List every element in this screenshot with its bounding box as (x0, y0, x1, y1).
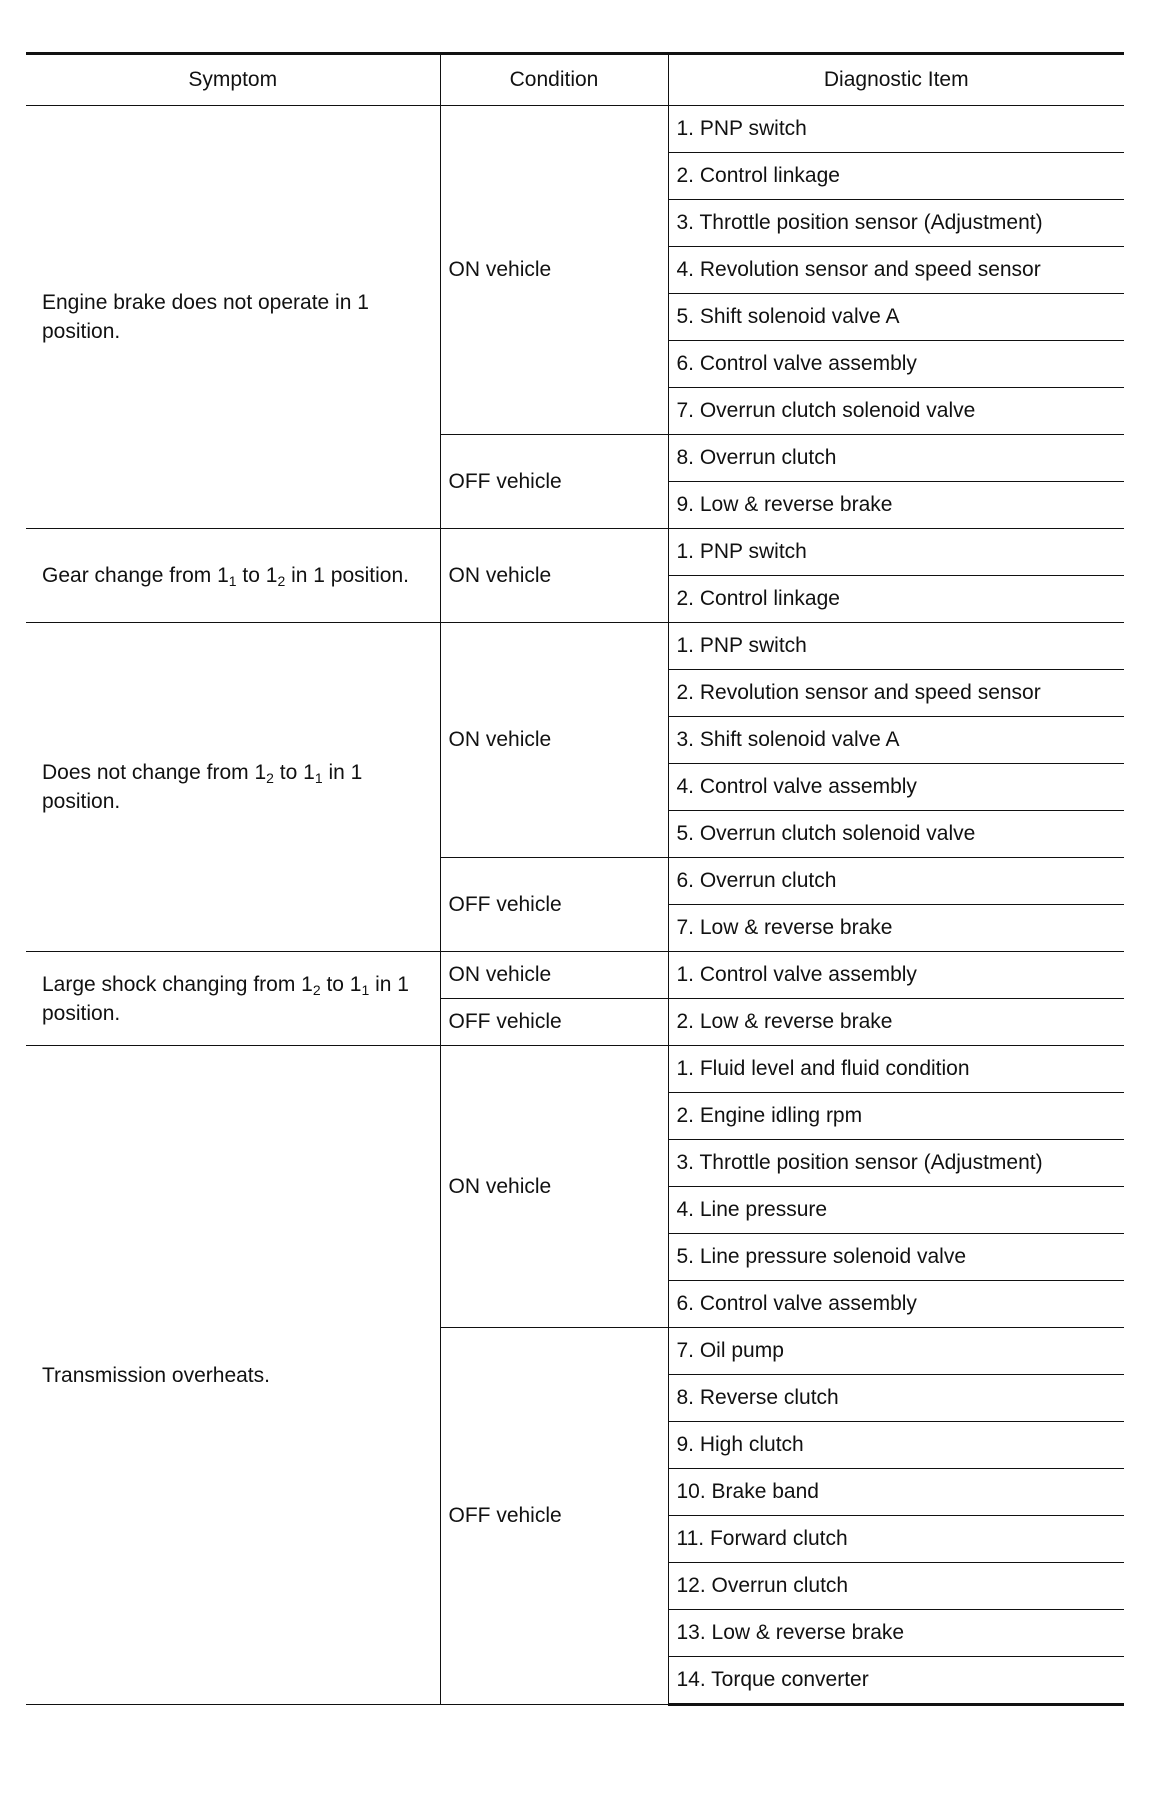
diagnostic-item: 12. Overrun clutch (668, 1563, 1124, 1610)
condition-cell: ON vehicle (440, 106, 668, 435)
condition-cell: ON vehicle (440, 1046, 668, 1328)
symptom-cell: Gear change from $1_1$ to $1_2$ in 1 position. (26, 529, 440, 623)
table-row (26, 952, 1124, 999)
condition-cell: OFF vehicle (440, 858, 668, 952)
diagnostic-item: 4. Control valve assembly (668, 764, 1124, 811)
diagnostic-item: 10. Brake band (668, 1469, 1124, 1516)
diagnostic-item: 8. Reverse clutch (668, 1375, 1124, 1422)
diagnostic-item: 1. Fluid level and fluid condition (668, 1046, 1124, 1093)
diagnostic-item: 4. Revolution sensor and speed sensor (668, 247, 1124, 294)
symptom-cell: Large shock changing from $1_2$ to $1_1$ in 1 position. (26, 952, 440, 1046)
symptom-cell: Does not change from $1_2$ to $1_1$ in 1 position. (26, 623, 440, 952)
diagnostic-item: 7. Low & reverse brake (668, 905, 1124, 952)
diagnostic-item: 7. Oil pump (668, 1328, 1124, 1375)
diagnostic-item: 3. Shift solenoid valve A (668, 717, 1124, 764)
diagnostic-item: 1. PNP switch (668, 106, 1124, 153)
condition-header: Condition (440, 54, 668, 106)
diagnostic-item: 3. Throttle position sensor (Adjustment) (668, 1140, 1124, 1187)
diagnostic-item: 3. Throttle position sensor (Adjustment) (668, 200, 1124, 247)
diagnostic-item: 13. Low & reverse brake (668, 1610, 1124, 1657)
diagnostic-item: 11. Forward clutch (668, 1516, 1124, 1563)
diagnostic-item: 5. Overrun clutch solenoid valve (668, 811, 1124, 858)
diagnostic-item: 2. Engine idling rpm (668, 1093, 1124, 1140)
condition-cell: OFF vehicle (440, 435, 668, 529)
symptom-cell: Transmission overheats. (26, 1046, 440, 1705)
diagnostic-item: 2. Control linkage (668, 576, 1124, 623)
diagnostic-item-header: Diagnostic Item (668, 54, 1124, 106)
header-row (26, 54, 1124, 106)
diagnostic-item: 6. Overrun clutch (668, 858, 1124, 905)
diagnostic-item: 1. PNP switch (668, 623, 1124, 670)
condition-cell: ON vehicle (440, 529, 668, 623)
diagnostic-table (26, 52, 1124, 1706)
condition-cell: OFF vehicle (440, 1328, 668, 1705)
diagnostic-item: 2. Control linkage (668, 153, 1124, 200)
diagnostic-item: 2. Revolution sensor and speed sensor (668, 670, 1124, 717)
table-row (26, 623, 1124, 670)
condition-cell: ON vehicle (440, 623, 668, 858)
diagnostic-item: 4. Line pressure (668, 1187, 1124, 1234)
diagnostic-item: 6. Control valve assembly (668, 1281, 1124, 1328)
condition-cell: ON vehicle (440, 952, 668, 999)
table-row (26, 529, 1124, 576)
diagnostic-item: 5. Shift solenoid valve A (668, 294, 1124, 341)
symptom-cell: Engine brake does not operate in 1 position. (26, 106, 440, 529)
symptom-header: Symptom (26, 54, 440, 106)
table-row (26, 1046, 1124, 1093)
condition-cell: OFF vehicle (440, 999, 668, 1046)
diagnostic-item: 6. Control valve assembly (668, 341, 1124, 388)
diagnostic-item: 9. High clutch (668, 1422, 1124, 1469)
table-row (26, 106, 1124, 153)
diagnostic-item: 1. PNP switch (668, 529, 1124, 576)
diagnostic-item: 2. Low & reverse brake (668, 999, 1124, 1046)
diagnostic-item: 14. Torque converter (668, 1657, 1124, 1705)
diagnostic-item: 5. Line pressure solenoid valve (668, 1234, 1124, 1281)
diagnostic-item: 1. Control valve assembly (668, 952, 1124, 999)
diagnostic-item: 9. Low & reverse brake (668, 482, 1124, 529)
diagnostic-item: 8. Overrun clutch (668, 435, 1124, 482)
diagnostic-item: 7. Overrun clutch solenoid valve (668, 388, 1124, 435)
